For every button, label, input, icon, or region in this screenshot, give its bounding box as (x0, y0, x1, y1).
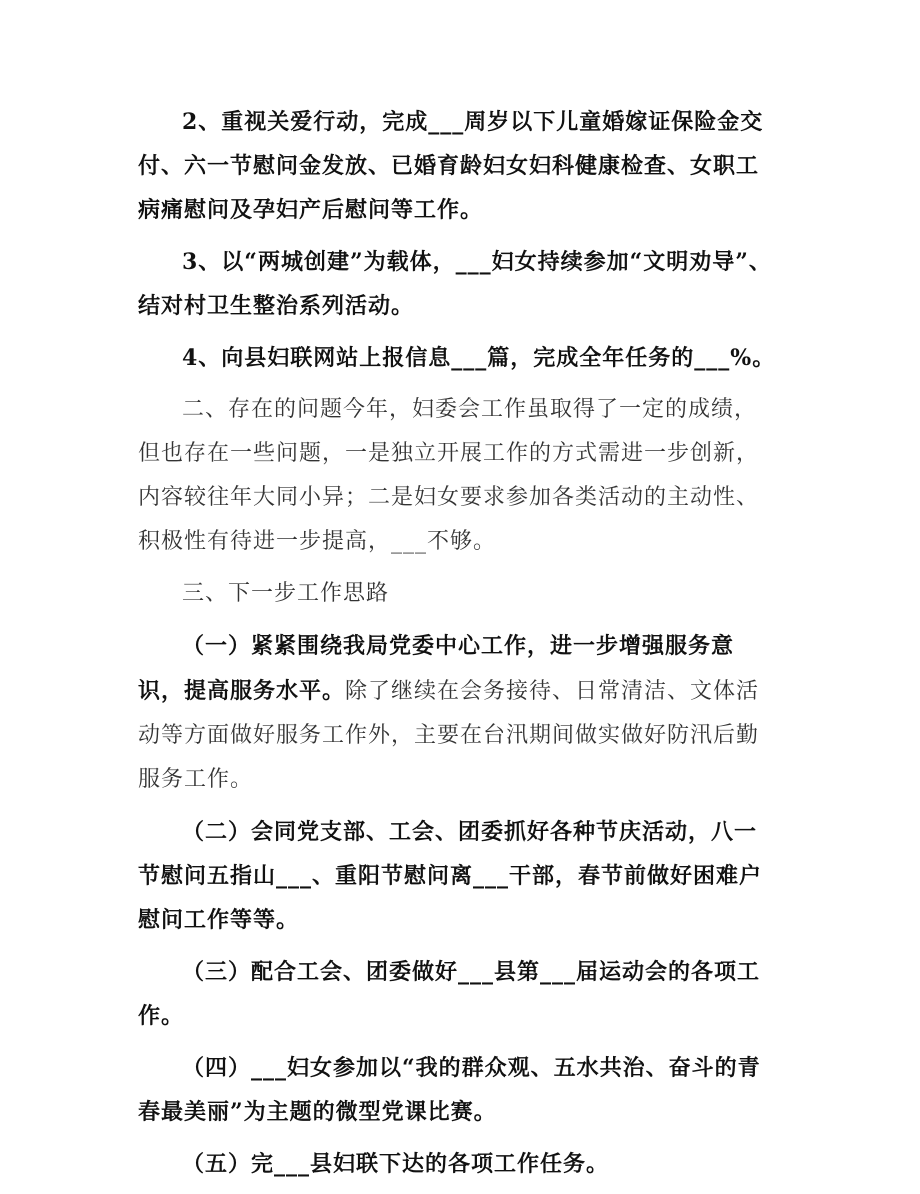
item-one-lead: （一）紧紧围绕我局党委中心工作，进一步增强服务意识，提高服务水平。 (138, 633, 735, 704)
document-body (138, 100, 778, 1194)
paragraph-item-one (138, 624, 778, 802)
paragraph-item-five: （五）完___县妇联下达的各项工作任务。 (182, 1151, 610, 1177)
section-heading-next-steps: 三、下一步工作思路 (182, 581, 390, 606)
paragraph-website-info: 4、向县妇联网站上报信息___篇，完成全年任务的___%。 (182, 345, 776, 371)
paragraph-care-action: 2、重视关爱行动，完成___周岁以下儿童婚嫁证保险金交付、六一节慰问金发放、已婚育龄妇女妇科健康检查、女职工病痛慰问及孕妇产后慰问等工作。 (138, 109, 764, 223)
paragraph-item-two: （二）会同党支部、工会、团委抓好各种节庆活动，八一节慰问五指山___、重阳节慰问离___干部，春节前做好困难户慰问工作等等。 (138, 819, 763, 933)
paragraph-item-four: （四）___妇女参加以“我的群众观、五水共治、奋斗的青春最美丽”为主题的微型党课比赛。 (138, 1055, 761, 1125)
item-one-rest: 除了继续在会务接待、日常清洁、文体活动等方面做好服务工作外，主要在台汛期间做实做好防汛后勤服务工作。 (138, 679, 760, 792)
paragraph-existing-problems: 二、存在的问题今年，妇委会工作虽取得了一定的成绩，但也存在一些问题，一是独立开展工作的方式需进一步创新，内容较往年大同小异；二是妇女要求参加各类活动的主动性、积极性有待进一步提高，___不够。 (138, 397, 760, 554)
paragraph-item-three: （三）配合工会、团委做好___县第___届运动会的各项工作。 (138, 959, 761, 1029)
paragraph-two-cities: 3、以“两城创建”为载体，___妇女持续参加“文明劝导”、结对村卫生整治系列活动。 (138, 249, 772, 319)
